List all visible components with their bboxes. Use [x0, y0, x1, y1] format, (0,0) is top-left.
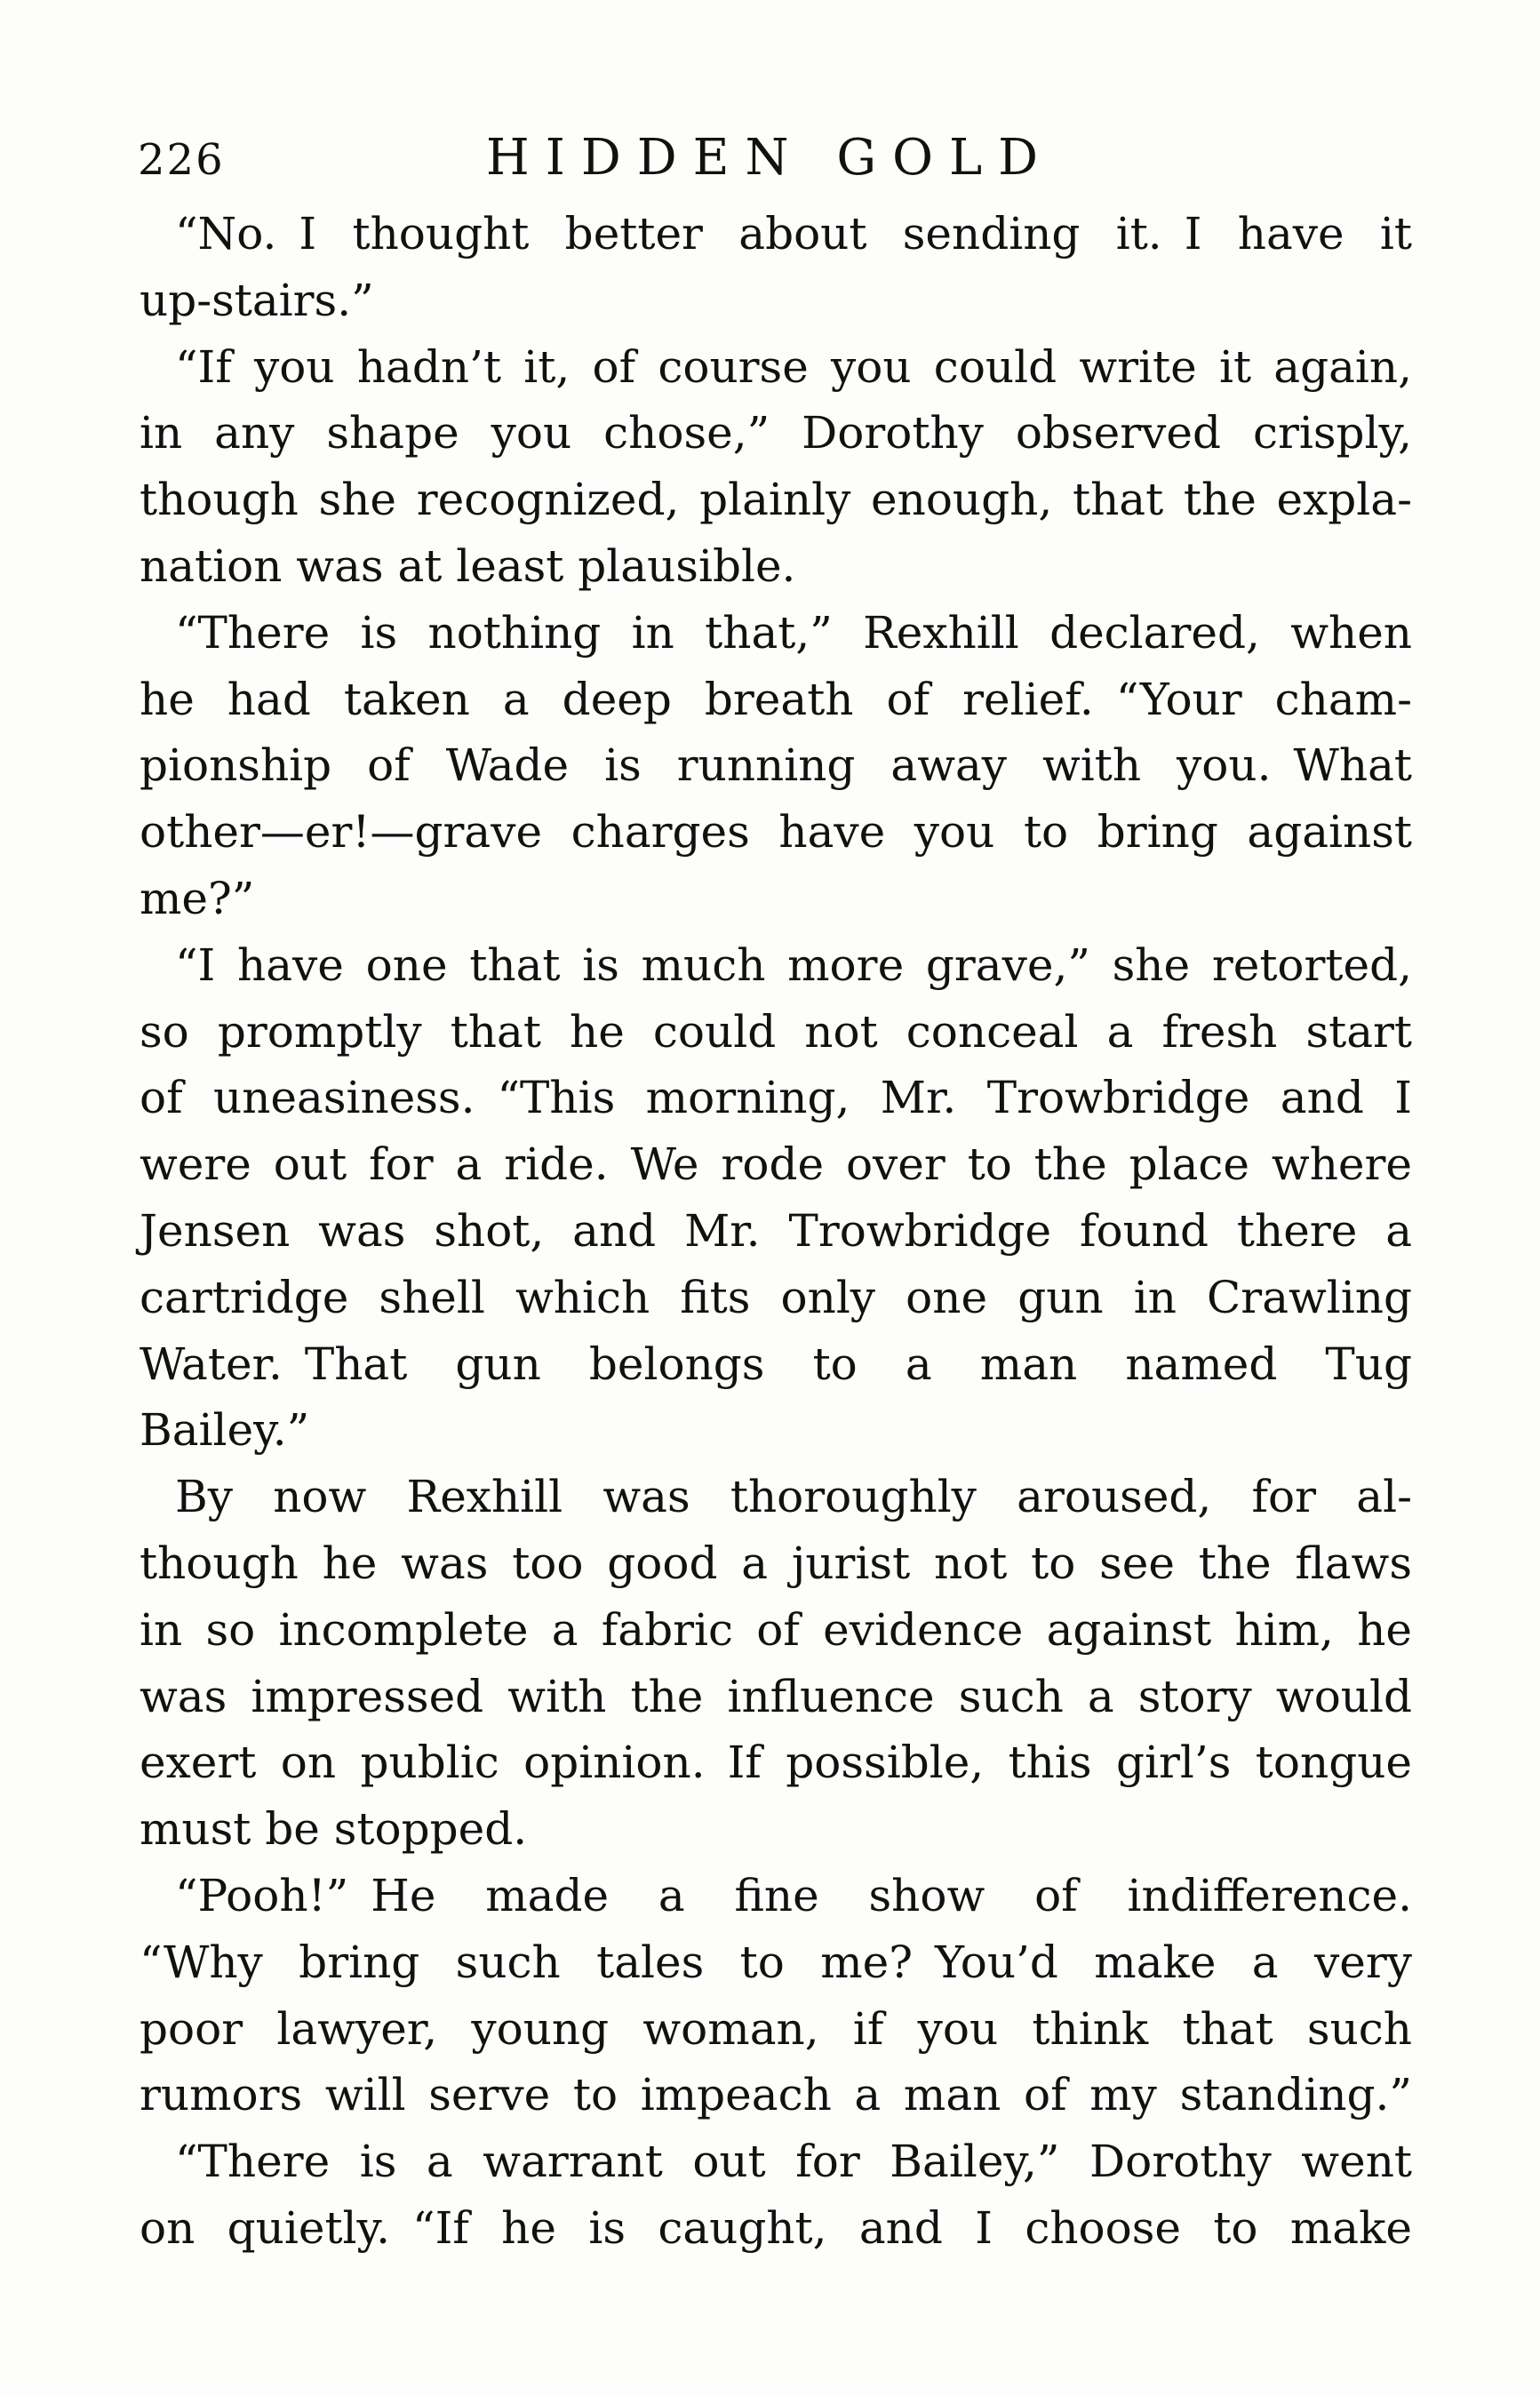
text-line: “There is nothing in that,” Rexhill declared, when [175, 606, 1412, 659]
text-line: though she recognized, plainly enough, that the expla- [140, 474, 1412, 526]
text-line: Water. That gun belongs to a man named Tug [140, 1338, 1412, 1390]
text-line: though he was too good a jurist not to see the flaws [140, 1537, 1412, 1589]
text-line: in any shape you chose,” Dorothy observed crisply, [140, 407, 1412, 459]
text-line: exert on public opinion. If possible, this girl’s tongue [140, 1737, 1412, 1789]
text-line: was impressed with the influence such a story would [140, 1670, 1412, 1722]
text-line: “No. I thought better about sending it. I have it [175, 208, 1412, 260]
text-line: Jensen was shot, and Mr. Trowbridge found there a [140, 1204, 1412, 1257]
text-line: pionship of Wade is running away with you. What [140, 739, 1412, 792]
text-line: he had taken a deep breath of relief. “Your cham- [140, 673, 1412, 725]
page-header [0, 129, 1540, 188]
text-line: up-stairs.” [140, 274, 374, 326]
text-line: must be stopped. [140, 1803, 528, 1856]
body-text [140, 201, 1412, 2262]
text-line: “There is a warrant out for Bailey,” Dorothy went [175, 2136, 1412, 2188]
text-line: Bailey.” [140, 1404, 310, 1457]
paragraph [140, 201, 1412, 334]
text-line: of uneasiness. “This morning, Mr. Trowbridge and I [140, 1072, 1412, 1124]
text-line: “Why bring such tales to me? You’d make a very [140, 1936, 1412, 1988]
text-line: cartridge shell which fits only one gun in Crawling [140, 1271, 1412, 1323]
text-line: poor lawyer, young woman, if you think that such [140, 2002, 1412, 2055]
paragraph [140, 932, 1412, 1464]
text-line: “I have one that is much more grave,” she retorted, [175, 938, 1412, 991]
paragraph [140, 2128, 1412, 2262]
paragraph [140, 600, 1412, 932]
text-line: were out for a ride. We rode over to the place where [140, 1138, 1412, 1191]
text-line: “Pooh!” He made a fine show of indifference. [175, 1869, 1412, 1921]
text-line: By now Rexhill was thoroughly aroused, for al- [175, 1471, 1412, 1523]
text-line: so promptly that he could not conceal a fresh start [140, 1005, 1412, 1058]
paragraph [140, 334, 1412, 600]
paragraph [140, 1863, 1412, 2128]
text-line: me?” [140, 872, 255, 924]
text-line: “If you hadn’t it, of course you could write it again, [175, 340, 1412, 393]
text-line: on quietly. “If he is caught, and I choose to make [140, 2201, 1412, 2254]
paragraph [140, 1464, 1412, 1863]
page-number: 226 [138, 135, 225, 185]
text-line: in so incomplete a fabric of evidence against him, he [140, 1603, 1412, 1656]
text-line: rumors will serve to impeach a man of my standing.” [140, 2069, 1412, 2121]
text-line: nation was at least plausible. [140, 539, 796, 592]
text-line: other—er!—grave charges have you to bring against [140, 806, 1412, 859]
page-title: HIDDEN GOLD [485, 129, 1055, 187]
